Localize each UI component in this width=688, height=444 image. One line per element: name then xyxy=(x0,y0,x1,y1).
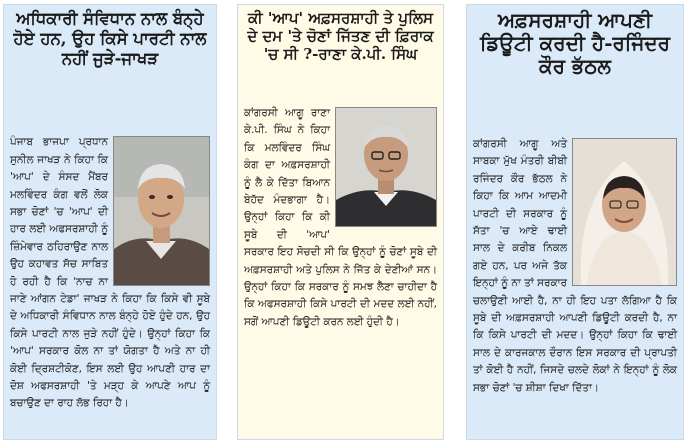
article-body xyxy=(473,84,677,397)
portrait-photo-rana xyxy=(335,107,437,227)
portrait-photo-bhattal xyxy=(572,138,677,286)
article-headline: ਕੀ 'ਆਪ' ਅਫ਼ਸਰਸ਼ਾਹੀ ਤੇ ਪੁਲਿਸ ਦੇ ਦਮ 'ਤੇ ਚੋਣਾਂ ਜਿੱਤਣ ਦੀ ਫ਼ਿਰਾਕ 'ਚ ਸੀ ?-ਰਾਣਾ ਕੇ.ਪੀ. ਸਿੰਘ xyxy=(247,9,434,63)
article-column-bhattal xyxy=(466,4,684,440)
article-text: ਕਾਂਗਰਸੀ ਆਗੂ ਰਾਣਾ ਕੇ.ਪੀ. ਸਿੰਘ ਨੇ ਕਿਹਾ ਕਿ ਮਲਵਿੰਦਰ ਸਿੰਘ ਕੰਗ ਦਾ ਅਫ਼ਸਰਸ਼ਾਹੀ ਨੂੰ ਲੈ ਕੇ ਦਿੱਤਾ ਬਿਆਨ ਬੇਹੱਦ ਮੰਦਭਾਗਾ ਹੈ। ਉਨ੍ਹਾਂ ਕਿਹਾ ਕਿ ਕੀ ਸੂਬੇ ਦੀ 'ਆਪ' ਸਰਕਾਰ ਇਹ ਸੋਚਦੀ ਸੀ ਕਿ ਉਨ੍ਹਾਂ ਨੂੰ ਚੋਣਾਂ ਸੂਬੇ ਦੀ ਅਫ਼ਸਰਸ਼ਾਹੀ ਅਤੇ ਪੁਲਿਸ ਨੇ ਜਿੱਤ ਕੇ ਦੇਣੀਆਂ ਸਨ। ਉਨ੍ਹਾਂ ਕਿਹਾ ਕਿ ਸਰਕਾਰ ਨੂੰ ਸਮਝ ਲੈਣਾ ਚਾਹੀਦਾ ਹੈ ਕਿ ਅਫਸਰਸ਼ਾਹੀ ਕਿਸੇ ਪਾਰਟੀ ਦੀ ਮਦਦ ਲਈ ਨਹੀਂ, ਸਗੋਂ ਆਪਣੀ ਡਿਊਟੀ ਕਰਨ ਲਈ ਹੁੰਦੀ ਹੈ। xyxy=(244,107,437,328)
article-body xyxy=(10,74,210,413)
article-headline: ਅਧਿਕਾਰੀ ਸੰਵਿਧਾਨ ਨਾਲ ਬੰਨ੍ਹੇ ਹੋਏ ਹਨ, ਉਹ ਕਿਸੇ ਪਾਰਟੀ ਨਾਲ ਨਹੀਂ ਜੁੜੇ-ਜਾਖੜ xyxy=(13,9,207,68)
article-text: ਪੰਜਾਬ ਭਾਜਪਾ ਪ੍ਰਧਾਨ ਸੁਨੀਲ ਜਾਖੜ ਨੇ ਕਿਹਾ ਕਿ 'ਆਪ' ਦੇ ਸੰਸਦ ਮੈਂਬਰ ਮਲਵਿੰਦਰ ਕੰਗ ਵਲੋਂ ਲੋਕ ਸਭਾ ਚੋਣਾਂ 'ਚ 'ਆਪ' ਦੀ ਹਾਰ ਲਈ ਅਫਸਰਸ਼ਾਹੀ ਨੂੰ ਜ਼ਿੰਮੇਵਾਰ ਠਹਿਰਾਉਣ ਨਾਲ ਉਹ ਕਹਾਵਤ ਸੱਚ ਸਾਬਿਤ ਹੋ ਰਹੀ ਹੈ ਕਿ 'ਨਾਚ ਨਾ ਜਾਣੇ ਆਂਗਨ ਟੇਡਾ' ਜਾਖੜ ਨੇ ਕਿਹਾ ਕਿ ਕਿਸੇ ਵੀ ਸੂਬੇ ਦੇ ਅਧਿਕਾਰੀ ਸੰਵਿਧਾਨ ਨਾਲ ਬੰਨ੍ਹੇ ਹੋਏ ਹੁੰਦੇ ਹਨ, ਉਹ ਕਿਸੇ ਪਾਰਟੀ ਨਾਲ ਜੁੜੇ ਨਹੀਂ ਹੁੰਦੇ। ਉਨ੍ਹਾਂ ਕਿਹਾ ਕਿ 'ਆਪ' ਸਰਕਾਰ ਕੋਲ ਨਾ ਤਾਂ ਯੋਗਤਾ ਹੈ ਅਤੇ ਨਾ ਹੀ ਕੋਈ ਦ੍ਰਿਸ਼ਟੀਕੋਣ, ਇਸ ਲਈ ਉਹ ਆਪਣੀ ਹਾਰ ਦਾ ਦੋਸ਼ ਅਫਸਰਸ਼ਾਹੀ 'ਤੇ ਮੜ੍ਹ ਕੇ ਆਪਣੇ ਆਪ ਨੂੰ ਬਚਾਉਣ ਦਾ ਰਾਹ ਲੱਭ ਰਿਹਾ ਹੈ। xyxy=(10,136,210,410)
article-column-rana xyxy=(237,4,444,440)
article-text: ਕਾਂਗਰਸੀ ਆਗੂ ਅਤੇ ਸਾਬਕਾ ਮੁੱਖ ਮੰਤਰੀ ਬੀਬੀ ਰਜਿੰਦਰ ਕੌਰ ਭੱਠਲ ਨੇ ਕਿਹਾ ਕਿ ਆਮ ਆਦਮੀ ਪਾਰਟੀ ਦੀ ਸਰਕਾਰ ਨੂੰ ਸੱਤਾ 'ਚ ਆਏ ਢਾਈ ਸਾਲ ਦੇ ਕਰੀਬ ਨਿਕਲ ਗਏ ਹਨ, ਪਰ ਅਜੇ ਤੱਕ ਇਨ੍ਹਾਂ ਨੂੰ ਨਾ ਤਾਂ ਸਰਕਾਰ ਚਲਾਉਣੀ ਆਈ ਹੈ, ਨਾ ਹੀ ਇਹ ਪਤਾ ਲੱਗਿਆ ਹੈ ਕਿ ਸੂਬੇ ਦੀ ਅਫ਼ਸਰਸ਼ਾਹੀ ਆਪਣੀ ਡਿਊਟੀ ਕਰਦੀ ਹੈ, ਨਾ ਕਿ ਕਿਸੇ ਪਾਰਟੀ ਦੀ ਮਦਦ। ਉਨ੍ਹਾਂ ਕਿਹਾ ਕਿ ਢਾਈ ਸਾਲ ਦੇ ਕਾਰਜਕਾਲ ਦੌਰਾਨ ਇਸ ਸਰਕਾਰ ਦੀ ਪ੍ਰਾਪਤੀ ਤਾਂ ਕੋਈ ਹੈ ਨਹੀਂ, ਜਿਸਦੇ ਚਲਦੇ ਲੋਕਾਂ ਨੇ ਇਨ੍ਹਾਂ ਨੂੰ ਲੋਕ ਸਭਾ ਚੋਣਾਂ 'ਚ ਸ਼ੀਸ਼ਾ ਦਿਖਾ ਦਿੱਤਾ। xyxy=(473,138,677,394)
article-body xyxy=(244,69,437,331)
article-column-jakhar xyxy=(3,4,217,440)
photo-spacer xyxy=(10,74,210,134)
photo-spacer xyxy=(473,84,677,136)
photo-spacer xyxy=(244,69,437,105)
portrait-photo-jakhar xyxy=(113,136,210,286)
article-headline: ਅਫ਼ਸਰਸ਼ਾਹੀ ਆਪਣੀ ਡਿਊਟੀ ਕਰਦੀ ਹੈ-ਰਜਿੰਦਰ ਕੌਰ ਭੱਠਲ xyxy=(479,8,671,78)
